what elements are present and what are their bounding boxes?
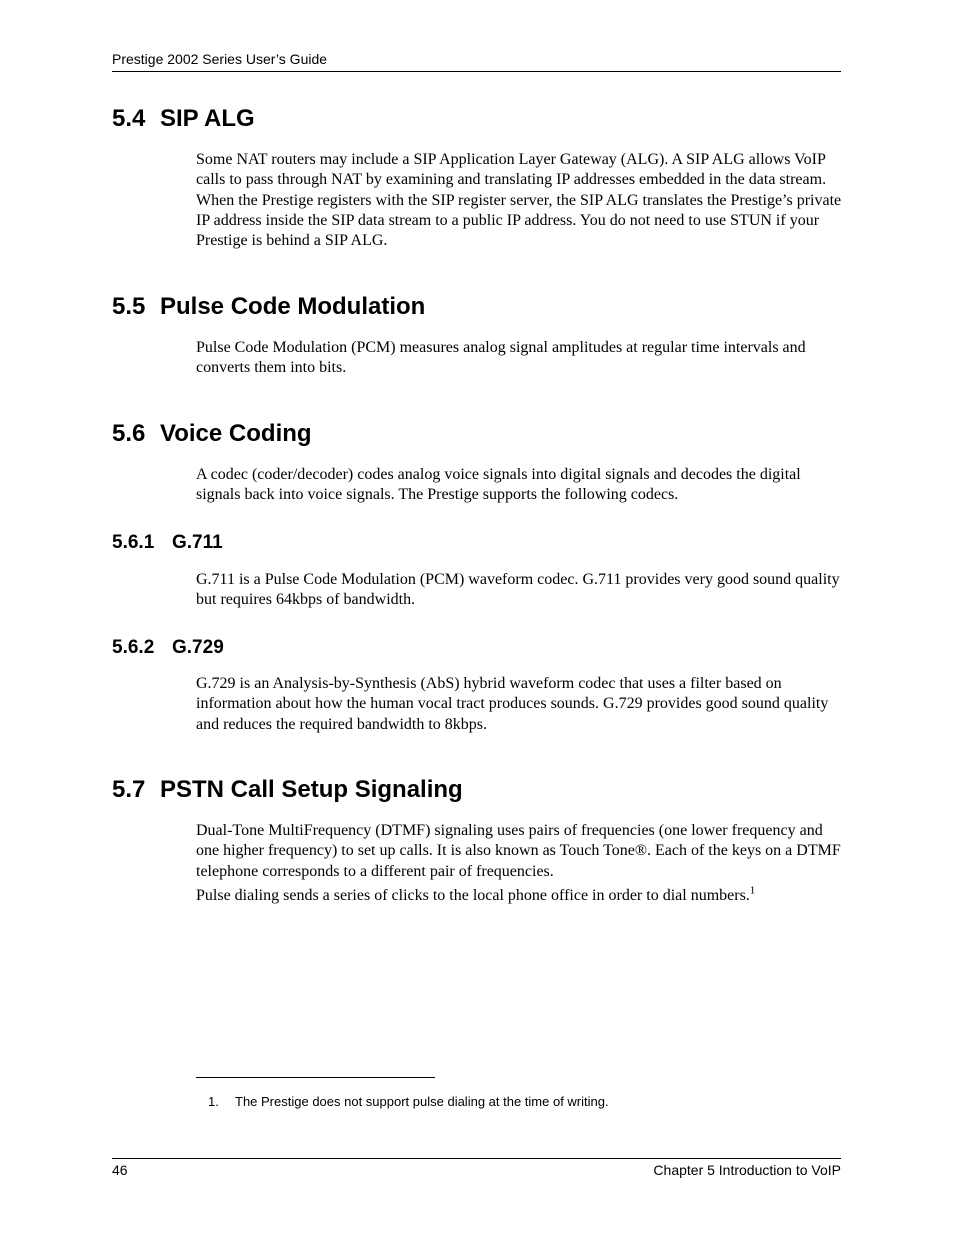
section-heading-5-4 bbox=[112, 105, 255, 133]
chapter-title: Chapter 5 Introduction to VoIP bbox=[653, 1162, 841, 1178]
subsection-number: 5.6.2 bbox=[112, 637, 155, 658]
subsection-heading-5-6-2 bbox=[112, 636, 224, 660]
footnote bbox=[208, 1094, 609, 1109]
footer-rule bbox=[112, 1158, 841, 1159]
header-rule bbox=[112, 71, 841, 72]
footnote-number: 1. bbox=[208, 1094, 219, 1109]
section-body-5-4: Some NAT routers may include a SIP Application Layer Gateway (ALG). A SIP ALG allows VoIP calls to pass through NAT by examining and translating IP addresses embedded in the data stream. When the Prestige registers with the SIP register server, the SIP ALG translates the Prestige’s private IP address inside the SIP data stream to a public IP address. You do not need to use STUN if your Prestige is behind a SIP ALG. bbox=[196, 151, 842, 250]
section-number: 5.5 bbox=[112, 293, 146, 320]
subsection-title: G.729 bbox=[172, 637, 224, 658]
footnote-reference[interactable]: 1 bbox=[749, 884, 756, 897]
subsection-body-5-6-2: G.729 is an Analysis-by-Synthesis (AbS) hybrid waveform codec that uses a filter based on information about how the human vocal tract produces sounds. G.729 provides good sound quality and reduces the required bandwidth to 8kbps. bbox=[196, 675, 829, 733]
section-heading-5-6 bbox=[112, 420, 312, 448]
section-number: 5.7 bbox=[112, 776, 146, 803]
subsection-heading-5-6-1 bbox=[112, 531, 223, 555]
pulse-dialing-text: Pulse dialing sends a series of clicks to the local phone office in order to dial numbers. bbox=[196, 887, 750, 904]
footnote-rule bbox=[196, 1077, 435, 1078]
subsection-body-5-6-1: G.711 is a Pulse Code Modulation (PCM) waveform codec. G.711 provides very good sound quality but requires 64kbps of bandwidth. bbox=[196, 571, 840, 609]
section-title: PSTN Call Setup Signaling bbox=[160, 776, 463, 803]
section-heading-5-7 bbox=[112, 776, 463, 804]
section-number: 5.6 bbox=[112, 420, 146, 447]
page-number: 46 bbox=[112, 1162, 128, 1178]
section-body-5-5: Pulse Code Modulation (PCM) measures analog signal amplitudes at regular time intervals and converts them into bits. bbox=[196, 339, 806, 377]
section-title: Voice Coding bbox=[160, 420, 312, 447]
section-title: Pulse Code Modulation bbox=[160, 293, 426, 320]
section-body-5-6: A codec (coder/decoder) codes analog voice signals into digital signals and decodes the digital signals back into voice signals. The Prestige supports the following codecs. bbox=[196, 466, 801, 504]
section-body-5-7-dtmf: Dual-Tone MultiFrequency (DTMF) signaling uses pairs of frequencies (one lower frequency and one higher frequency) to set up calls. It is also known as Touch Tone®. Each of the keys on a DTMF telephone corresponds to a different pair of frequencies. bbox=[196, 822, 841, 880]
footnote-text: The Prestige does not support pulse dialing at the time of writing. bbox=[235, 1094, 609, 1109]
section-heading-5-5 bbox=[112, 293, 425, 321]
running-header: Prestige 2002 Series User’s Guide bbox=[112, 51, 328, 67]
section-body-5-7-pulse bbox=[196, 886, 844, 906]
section-number: 5.4 bbox=[112, 105, 146, 132]
section-title: SIP ALG bbox=[160, 105, 255, 132]
subsection-number: 5.6.1 bbox=[112, 532, 155, 553]
subsection-title: G.711 bbox=[172, 532, 223, 553]
